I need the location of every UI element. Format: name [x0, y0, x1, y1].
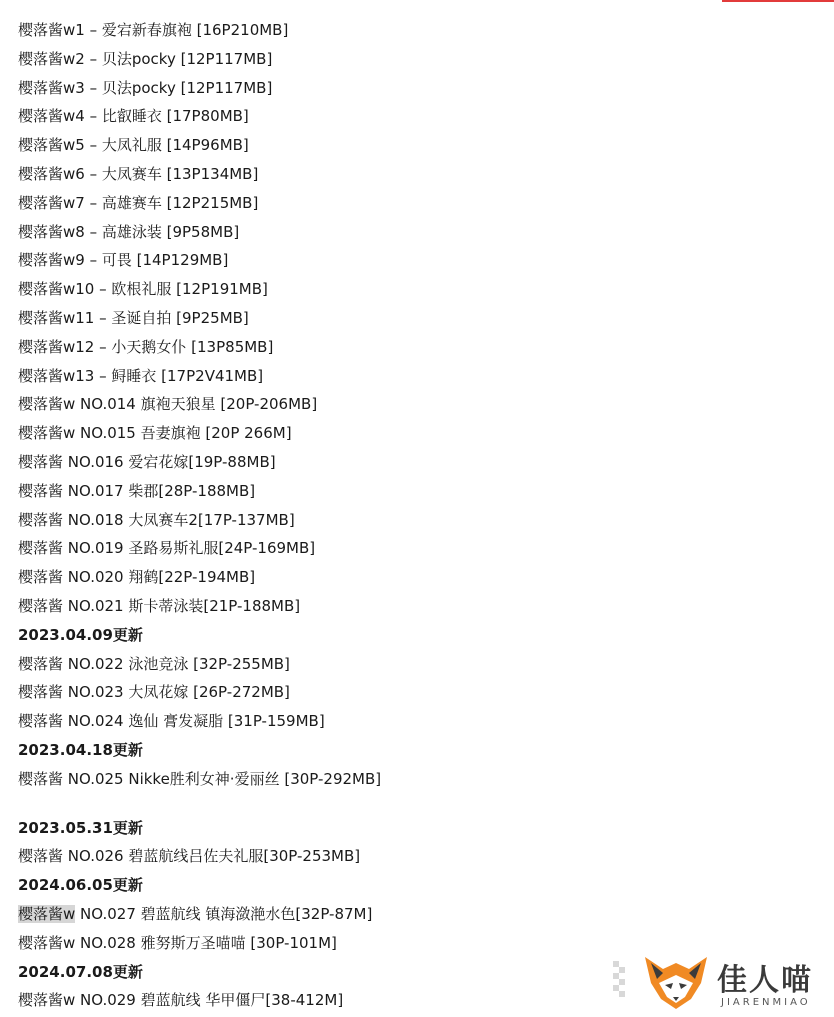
list-item: 樱落酱w10 – 欧根礼服 [12P191MB]: [18, 280, 268, 299]
list-item: 樱落酱w NO.015 吾妻旗袍 [20P 266M]: [18, 424, 292, 443]
list-item: 樱落酱w5 – 大凤礼服 [14P96MB]: [18, 136, 249, 155]
fox-logo-icon: [641, 953, 711, 1013]
list-item: [18, 900, 808, 929]
update-heading: 2023.05.31更新: [18, 818, 143, 837]
watermark-brand-cn: 佳人喵: [717, 963, 813, 998]
list-item: 樱落酱 NO.016 爱宕花嫁[19P-88MB]: [18, 452, 276, 471]
highlighted-selection[interactable]: 樱落酱w: [18, 904, 76, 923]
list-item-text: NO.027 碧蓝航线 镇海潋滟水色[32P-87M]: [75, 904, 373, 923]
list-item: 樱落酱w8 – 高雄泳装 [9P58MB]: [18, 222, 240, 241]
site-watermark: [631, 949, 834, 1017]
update-heading: 2023.04.09更新: [18, 625, 143, 644]
top-accent-bar: [722, 0, 834, 2]
list-item: 樱落酱w NO.029 碧蓝航线 华甲僵尸[38-412M]: [18, 991, 344, 1010]
update-heading: 2024.06.05更新: [18, 876, 143, 895]
list-item: 樱落酱w11 – 圣诞自拍 [9P25MB]: [18, 308, 249, 327]
watermark-brand-en: JIARENMIAO: [721, 997, 811, 1008]
list-item: 樱落酱 NO.018 大凤赛车2[17P-137MB]: [18, 510, 295, 529]
update-heading: 2024.07.08更新: [18, 962, 143, 981]
list-item: 樱落酱w7 – 高雄赛车 [12P215MB]: [18, 193, 259, 212]
list-item: 樱落酱 NO.021 斯卡蒂泳装[21P-188MB]: [18, 596, 301, 615]
list-item: 樱落酱 NO.022 泳池竞泳 [32P-255MB]: [18, 654, 290, 673]
list-item: 樱落酱w NO.014 旗袍天狼星 [20P-206MB]: [18, 395, 318, 414]
spacer: [18, 794, 808, 814]
list-item: 樱落酱w9 – 可畏 [14P129MB]: [18, 251, 229, 270]
update-heading: 2023.04.18更新: [18, 740, 143, 759]
list-item: 樱落酱 NO.025 Nikke胜利女神·爱丽丝 [30P-292MB]: [18, 769, 382, 788]
list-item: 樱落酱w4 – 比叡睡衣 [17P80MB]: [18, 107, 249, 126]
post-content: [18, 16, 808, 1015]
list-item: 樱落酱 NO.024 逸仙 膏发凝脂 [31P-159MB]: [18, 712, 325, 731]
list-item: 樱落酱w13 – 鲟睡衣 [17P2V41MB]: [18, 366, 264, 385]
list-item: 樱落酱 NO.026 碧蓝航线吕佐夫礼服[30P-253MB]: [18, 847, 361, 866]
watermark-dots: [613, 961, 629, 1001]
list-item: 樱落酱w3 – 贝法pocky [12P117MB]: [18, 78, 273, 97]
list-item: 樱落酱 NO.017 柴郡[28P-188MB]: [18, 481, 256, 500]
list-item: 樱落酱w2 – 贝法pocky [12P117MB]: [18, 49, 273, 68]
list-item: 樱落酱w12 – 小天鹅女仆 [13P85MB]: [18, 337, 274, 356]
list-item: 樱落酱w1 – 爱宕新春旗袍 [16P210MB]: [18, 21, 289, 39]
list-item: 樱落酱w NO.028 雅努斯万圣喵喵 [30P-101M]: [18, 933, 337, 952]
list-item: 樱落酱 NO.019 圣路易斯礼服[24P-169MB]: [18, 539, 316, 558]
list-item: 樱落酱w6 – 大凤赛车 [13P134MB]: [18, 164, 259, 183]
list-item: 樱落酱 NO.020 翔鹤[22P-194MB]: [18, 568, 256, 587]
list-item: 樱落酱 NO.023 大凤花嫁 [26P-272MB]: [18, 683, 290, 702]
